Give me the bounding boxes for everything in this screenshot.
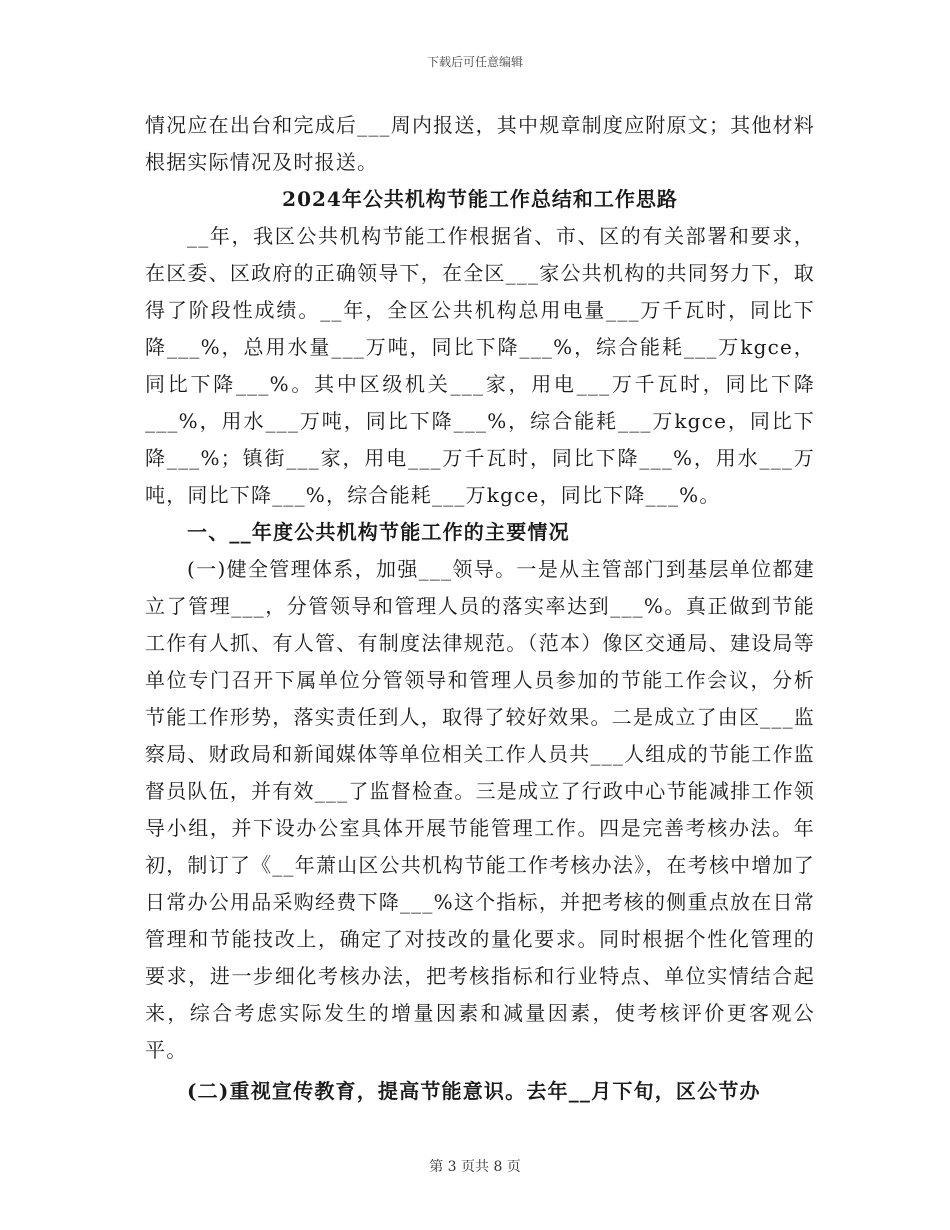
document-title: 2024年公共机构节能工作总结和工作思路 <box>282 187 678 211</box>
page-footer: 第 3 页共 8 页 <box>429 1159 521 1175</box>
page-header: 下载后可任意编辑 <box>426 55 523 69</box>
document-body <box>145 107 815 1110</box>
summary-paragraph: __年，我区公共机构节能工作根据省、市、区的有关部署和要求，在区委、区政府的正确领导下，在全区___家公共机构的共同努力下，取得了阶段性成绩。__年，全区公共机构总用电量___万千瓦时，同比下降___%，总用水量___万吨，同比下降___%，综合能耗___万kgce，同比下降___%。其中区级机关___家，用电___万千瓦时，同比下降___%，用水___万吨，同比下降___%，综合能耗___万kgce，同比下降___%；镇街___家，用电___万千瓦时，同比下降___%，用水___万吨，同比下降___%，综合能耗___万kgce，同比下降___%。 <box>145 224 815 507</box>
section-1-2-heading: (二)重视宣传教育，提高节能意识。去年__月下旬，区公节办 <box>187 1079 761 1103</box>
section-1-heading: 一、__年度公共机构节能工作的主要情况 <box>187 520 570 544</box>
intro-paragraph: 情况应在出台和完成后___周内报送，其中规章制度应附原文；其他材料根据实际情况及时报送。 <box>145 113 815 174</box>
section-1-1-paragraph: (一)健全管理体系，加强___领导。一是从主管部门到基层单位都建立了管理___，分管领导和管理人员的落实率达到___%。真正做到节能工作有人抓、有人管、有制度法律规范。（范本）像区交通局、建设局等单位专门召开下属单位分管领导和管理人员参加的节能工作会议，分析节能工作形势，落实责任到人，取得了较好效果。二是成立了由区___监察局、财政局和新闻媒体等单位相关工作人员共___人组成的节能工作监督员队伍，并有效___了监督检查。三是成立了行政中心节能减排工作领导小组，并下设办公室具体开展节能管理工作。四是完善考核办法。年初，制订了《__年萧山区公共机构节能工作考核办法》，在考核中增加了日常办公用品采购经费下降___%这个指标，并把考核的侧重点放在日常管理和节能技改上，确定了对技改的量化要求。同时根据个性化管理的要求，进一步细化考核办法，把考核指标和行业特点、单位实情结合起来，综合考虑实际发生的增量因素和减量因素，使考核评价更客观公平。 <box>145 557 815 1062</box>
